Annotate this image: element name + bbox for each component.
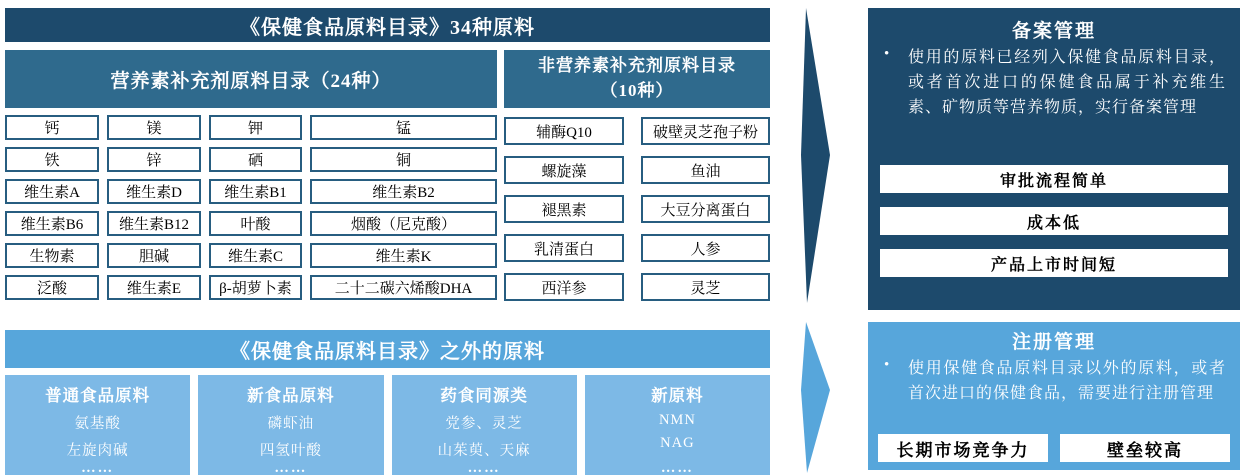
catalog-top-title: 《保健食品原料目录》34种原料 [5,8,770,42]
non-nutrient-cell: 西洋参 [504,273,624,301]
benefit-box: 产品上市时间短 [880,249,1228,277]
nutrient-cell: 维生素A [5,179,99,204]
raw-column-item: 磷虾油 [267,416,315,432]
nutrient-cell: 维生素K [310,243,497,268]
nutrient-cell: 维生素C [209,243,302,268]
nutrient-cell: 锰 [310,115,497,140]
raw-column-new-food [198,375,383,475]
filing-title: 备案管理 [1011,21,1096,42]
non-nutrient-subtable [504,50,770,301]
filing-bullet-text: 使用的原料已经列入保健食品原料目录，或者首次进口的保健食品属于补充维生素、矿物质等营养物质，实行备案管理 [908,49,1226,116]
nutrient-cell: 铁 [5,147,99,172]
nutrient-cell: β-胡萝卜素 [209,275,302,300]
nutrient-cell: 钙 [5,115,99,140]
raw-column-new-material [585,375,770,475]
raw-column-medicine-food [392,375,577,475]
raw-column-item: 氨基酸 [74,416,121,432]
nutrient-cell: 铜 [310,147,497,172]
raw-column-header: 新原料 [651,386,704,405]
non-nutrient-header-line2: （10种） [600,81,674,100]
nutrient-cell: 维生素E [107,275,201,300]
non-nutrient-cell: 大豆分离蛋白 [641,195,770,223]
non-nutrient-cell: 灵芝 [641,273,770,301]
nutrient-cell: 泛酸 [5,275,99,300]
raw-column-item: 四氢叶酸 [259,443,322,459]
filing-bullet-row [882,46,1226,120]
raw-column-item: 山茱萸、天麻 [437,443,531,459]
raw-column-ellipsis: …… [81,460,115,475]
nutrient-cell: 硒 [209,147,302,172]
filing-arrow-icon [796,6,836,306]
non-nutrient-header [504,50,770,108]
raw-column-header: 新食品原料 [247,386,335,405]
filing-management-box [868,8,1240,310]
raw-column-ellipsis: …… [660,460,694,475]
nutrient-cell: 烟酸（尼克酸） [310,211,497,236]
raw-column-item: 党参、灵芝 [445,416,523,432]
nutrient-grid [5,115,497,300]
non-nutrient-cell: 辅酶Q10 [504,117,624,145]
registration-bullet-text: 使用保健食品原料目录以外的原料，或者首次进口的保健食品，需要进行注册管理 [908,360,1226,402]
non-nutrient-cell: 鱼油 [641,156,770,184]
filing-benefits [880,165,1228,291]
non-nutrient-cell: 螺旋藻 [504,156,624,184]
raw-column-header: 药食同源类 [440,386,528,405]
nutrient-cell: 二十二碳六烯酸DHA [310,275,497,300]
raw-column-item: NMN [658,412,696,428]
benefit-box: 审批流程简单 [880,165,1228,193]
nutrient-cell: 维生素B1 [209,179,302,204]
bullet-icon: • [884,46,890,62]
non-nutrient-cell: 人参 [641,234,770,262]
raw-column-ellipsis: …… [274,460,308,475]
non-nutrient-cell: 褪黑素 [504,195,624,223]
nutrient-cell: 维生素B2 [310,179,497,204]
registration-title: 注册管理 [1011,332,1096,353]
nutrient-cell: 钾 [209,115,302,140]
bullet-icon: • [884,357,890,373]
non-nutrient-cell: 破壁灵芝孢子粉 [641,117,770,145]
tag-box: 壁垒较高 [1060,434,1230,462]
nutrient-cell: 生物素 [5,243,99,268]
nutrient-cell: 维生素B6 [5,211,99,236]
tag-box: 长期市场竞争力 [878,434,1048,462]
nutrient-cell: 维生素D [107,179,201,204]
nutrient-cell: 叶酸 [209,211,302,236]
nutrient-cell: 镁 [107,115,201,140]
raw-column-ellipsis: …… [467,460,501,475]
nutrient-cell: 维生素B12 [107,211,201,236]
raw-column-header: 普通食品原料 [45,386,151,405]
nutrient-cell: 锌 [107,147,201,172]
registration-management-box [868,322,1240,470]
non-nutrient-grid [504,117,770,301]
nutrient-subtable [5,50,497,300]
registration-bullet-row [882,357,1226,407]
nutrient-cell: 胆碱 [107,243,201,268]
raw-column-item: 左旋肉碱 [66,443,129,459]
nutrient-header: 营养素补充剂原料目录（24种） [5,50,497,108]
raw-column-item: NAG [660,435,695,451]
non-nutrient-cell: 乳清蛋白 [504,234,624,262]
catalog-bottom-title: 《保健食品原料目录》之外的原料 [5,330,770,368]
non-nutrient-header-line1: 非营养素补充剂原料目录 [538,56,736,76]
raw-material-columns [5,375,770,475]
raw-column-common-food [5,375,190,475]
benefit-box: 成本低 [880,207,1228,235]
registration-arrow-icon [796,320,836,475]
registration-tags [878,434,1230,462]
